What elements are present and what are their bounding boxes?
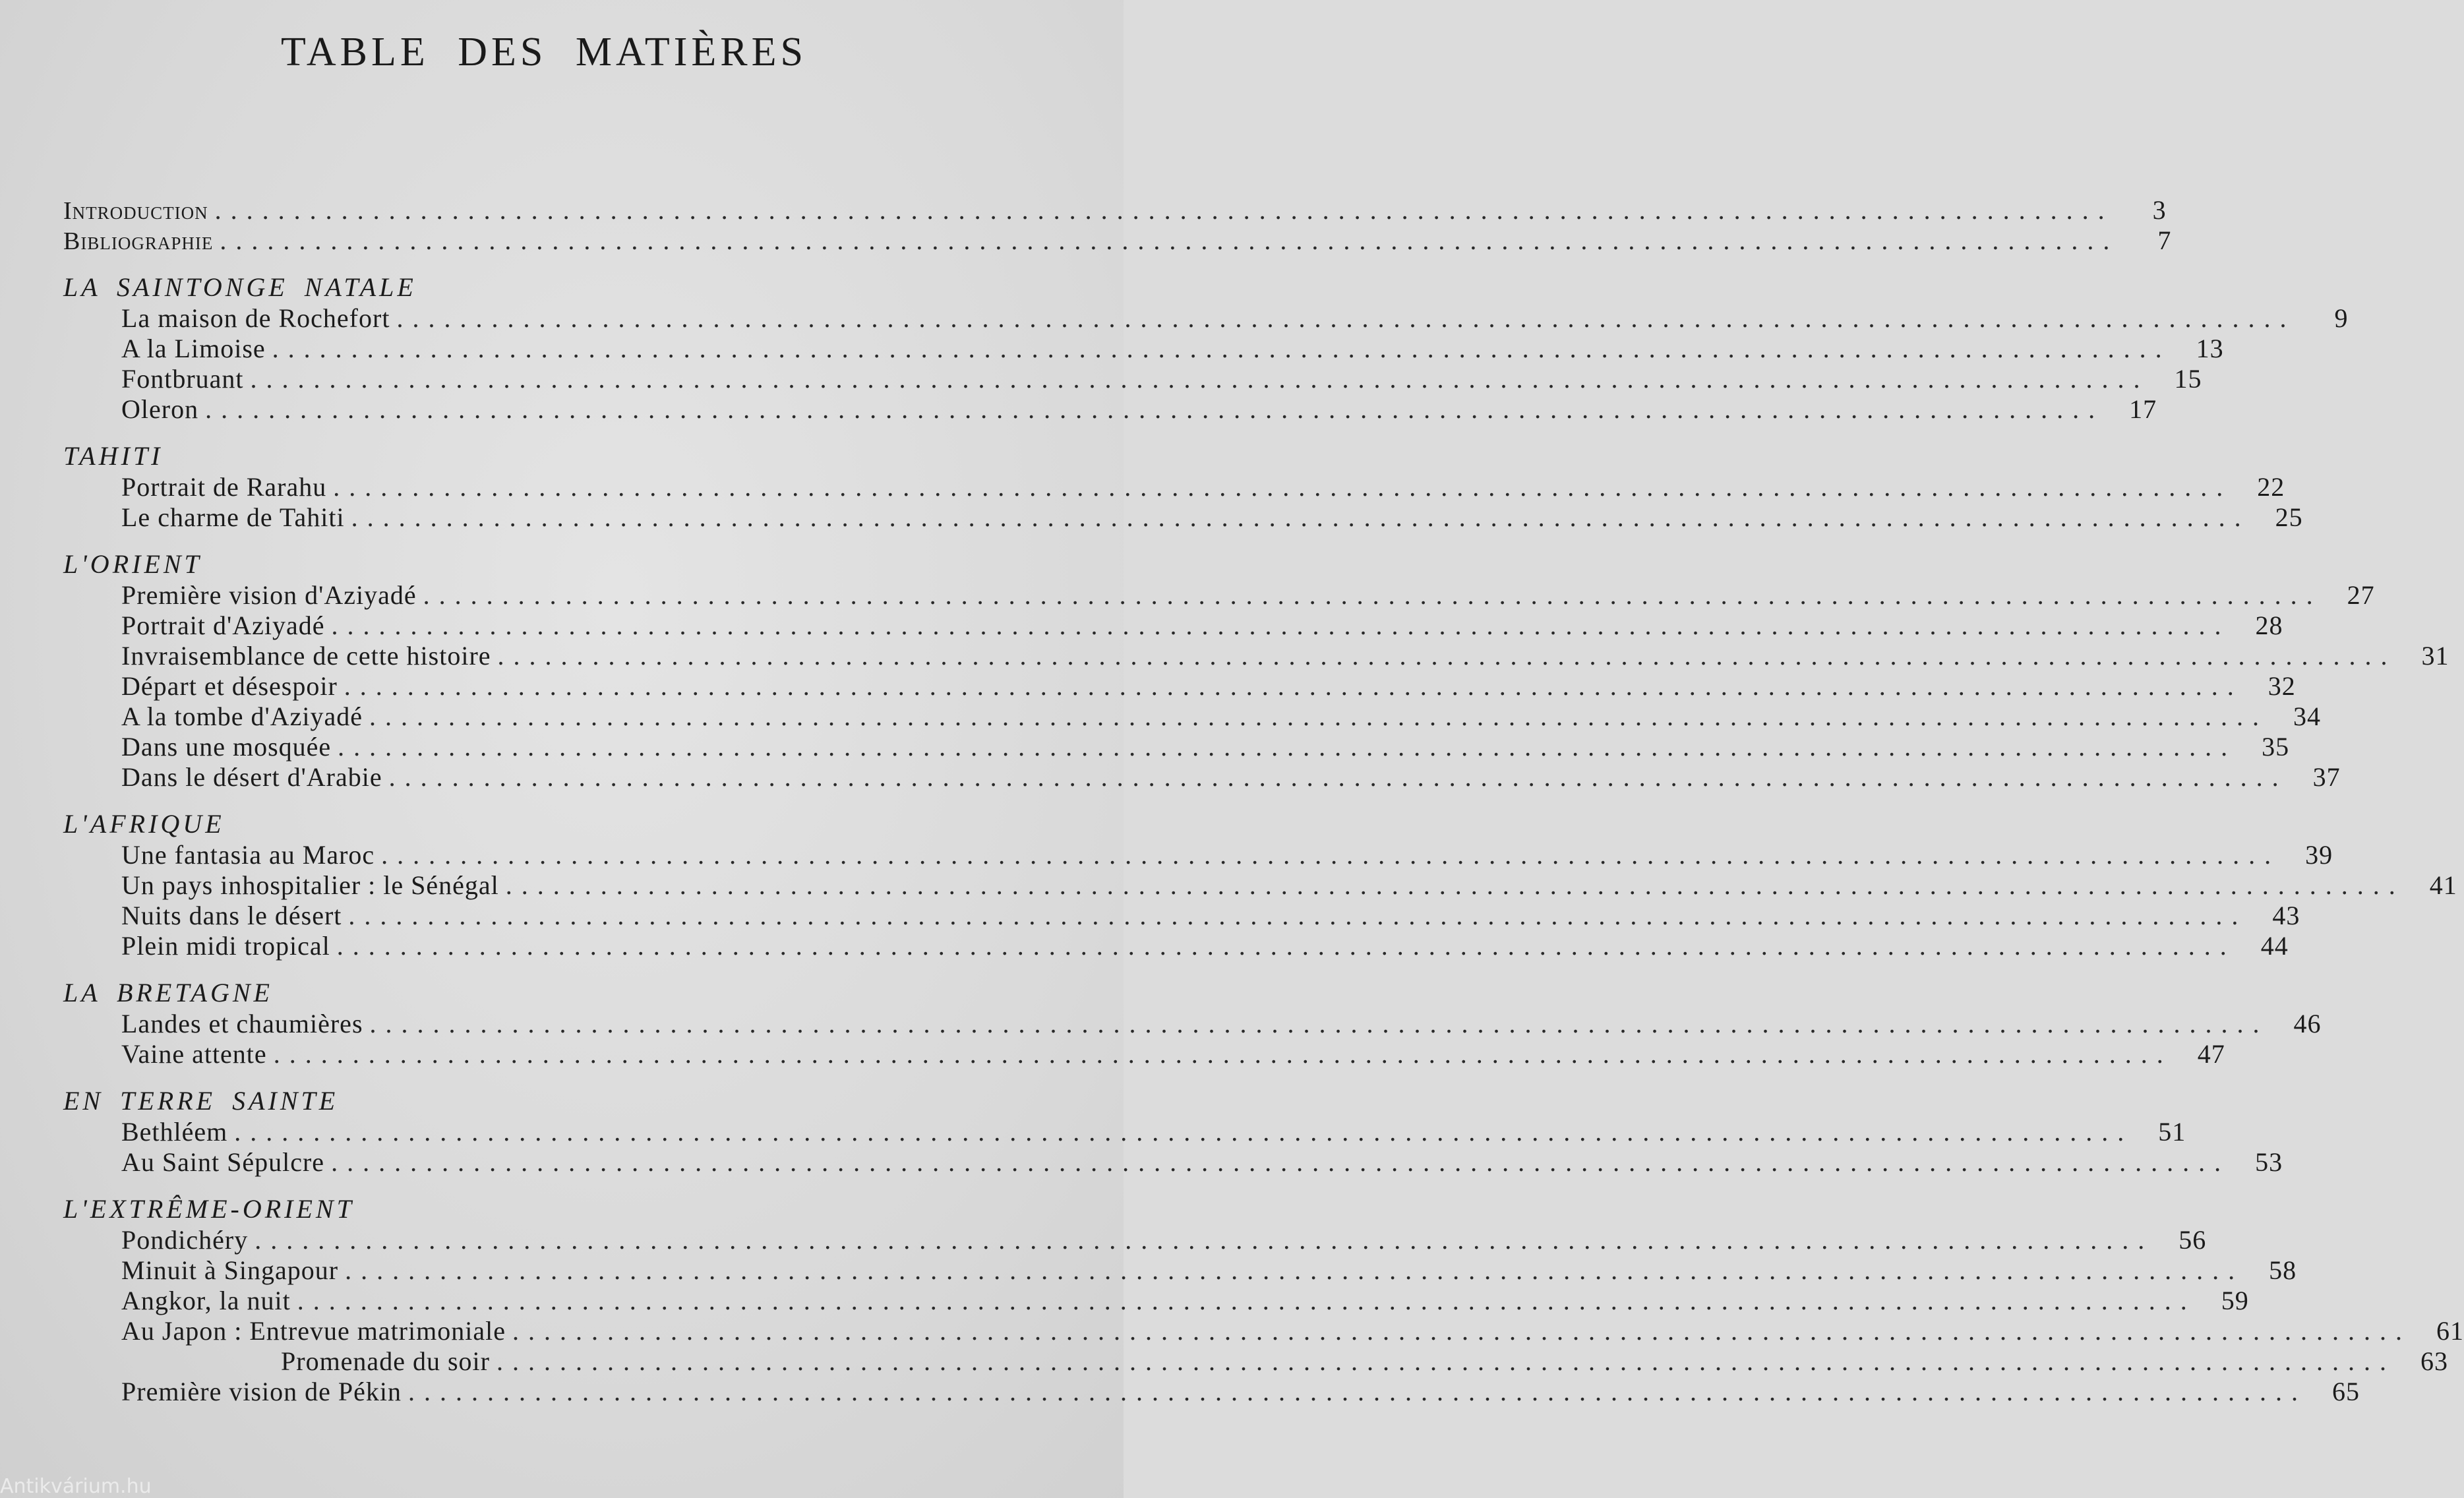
dot-leader: ........................................................................................................................	[344, 671, 2243, 701]
dot-leader: ........................................................................................................................	[396, 303, 2296, 333]
dot-leader: ........................................................................................................................	[331, 611, 2231, 640]
toc-entry	[63, 1255, 2297, 1285]
dot-leader: ........................................................................................................................	[214, 195, 2114, 225]
dot-leader: ........................................................................................................................	[255, 1225, 2154, 1255]
entry-page: 7	[2157, 225, 2172, 255]
entry-label: Première vision de Pékin	[121, 1377, 402, 1406]
entry-page: 43	[2272, 901, 2300, 930]
entry-page: 17	[2129, 394, 2157, 424]
entry-page: 58	[2269, 1255, 2297, 1285]
dot-leader: ........................................................................................................................	[205, 394, 2105, 424]
dot-leader: ........................................................................................................................	[348, 901, 2248, 930]
section-heading: TAHITI	[63, 441, 164, 471]
toc-entry	[63, 1224, 2207, 1255]
entry-label: Introduction	[63, 197, 208, 225]
entry-label: Angkor, la nuit	[121, 1286, 291, 1315]
toc-entry	[63, 502, 2303, 532]
toc-entry	[63, 671, 2296, 701]
toc-section	[63, 978, 2322, 1069]
entry-page: 32	[2268, 671, 2296, 701]
entry-page: 25	[2275, 502, 2303, 532]
dot-leader: ........................................................................................................................	[272, 334, 2171, 363]
entry-page: 13	[2196, 334, 2224, 363]
dot-leader: ........................................................................................................................	[381, 840, 2281, 870]
section-heading: LA SAINTONGE NATALE	[63, 272, 417, 302]
section-heading: L'EXTRÊME-ORIENT	[63, 1194, 355, 1224]
table-of-contents	[63, 195, 2464, 1406]
dot-leader: ........................................................................................................................	[496, 1346, 2395, 1376]
watermark: Antikvárium.hu	[0, 1475, 152, 1498]
dot-leader: ........................................................................................................................	[369, 1009, 2269, 1038]
dot-leader: ........................................................................................................................	[505, 870, 2405, 900]
entry-label: Portrait d'Aziyadé	[121, 611, 325, 640]
entry-label: Portrait de Rarahu	[121, 472, 327, 502]
entry-label: Au Saint Sépulcre	[121, 1147, 325, 1177]
toc-entry	[63, 225, 2172, 255]
dot-leader: ........................................................................................................................	[351, 502, 2250, 532]
entry-label: Pondichéry	[121, 1225, 249, 1255]
dot-leader: ........................................................................................................................	[250, 364, 2149, 394]
entry-label: Au Japon : Entrevue matrimoniale	[121, 1316, 506, 1346]
front-matter	[63, 195, 2172, 255]
entry-label: Bibliographie	[63, 227, 214, 255]
section-heading: LA BRETAGNE	[63, 978, 273, 1007]
entry-page: 65	[2332, 1377, 2360, 1406]
toc-section	[63, 1194, 2464, 1406]
dot-leader: ........................................................................................................................	[497, 641, 2397, 671]
toc-entry	[63, 870, 2457, 900]
toc-entry	[63, 701, 2321, 731]
entry-label: Nuits dans le désert	[121, 901, 342, 930]
dot-leader: ........................................................................................................................	[220, 225, 2119, 255]
dot-leader: ........................................................................................................................	[338, 732, 2237, 762]
dot-leader: ........................................................................................................................	[512, 1316, 2411, 1346]
toc-entry	[63, 1038, 2225, 1069]
toc-entry	[63, 1346, 2448, 1376]
toc-entry	[63, 640, 2449, 671]
entry-label: A la tombe d'Aziyadé	[121, 702, 363, 731]
toc-entry	[63, 900, 2300, 930]
entry-label: Bethléem	[121, 1117, 228, 1147]
dot-leader: ........................................................................................................................	[273, 1039, 2173, 1069]
entry-page: 46	[2293, 1009, 2322, 1038]
entry-label: Une fantasia au Maroc	[121, 840, 375, 870]
toc-section	[63, 1086, 2283, 1177]
toc-entry	[63, 930, 2289, 961]
entry-page: 34	[2293, 702, 2321, 731]
toc-entry	[63, 363, 2202, 394]
entry-label: Fontbruant	[121, 364, 244, 394]
entry-page: 56	[2179, 1225, 2207, 1255]
toc-section	[63, 549, 2449, 792]
entry-page: 3	[2152, 195, 2167, 225]
dot-leader: ........................................................................................................................	[369, 702, 2268, 731]
entry-label: Minuit à Singapour	[121, 1255, 339, 1285]
dot-leader: ........................................................................................................................	[388, 762, 2288, 792]
toc-entry	[63, 610, 2283, 640]
toc-entry	[63, 333, 2224, 363]
toc-entry	[63, 1376, 2360, 1406]
page-title: TABLE DES MATIÈRES	[280, 30, 808, 75]
toc-entry	[63, 1008, 2322, 1038]
toc-entry	[63, 762, 2341, 792]
entry-page: 59	[2221, 1286, 2249, 1315]
entry-page: 9	[2334, 303, 2349, 333]
entry-page: 44	[2260, 931, 2289, 961]
dot-leader: ........................................................................................................................	[333, 472, 2233, 502]
entry-page: 63	[2420, 1346, 2448, 1376]
entry-label: Landes et chaumières	[121, 1009, 363, 1038]
entry-label: Oleron	[121, 394, 199, 424]
entry-label: Promenade du soir	[281, 1346, 490, 1376]
entry-label: Départ et désespoir	[121, 671, 338, 701]
entry-page: 28	[2255, 611, 2283, 640]
entry-page: 37	[2312, 762, 2341, 792]
toc-entry	[63, 731, 2290, 762]
toc-entry	[63, 394, 2157, 424]
dot-leader: ........................................................................................................................	[423, 580, 2322, 610]
entry-page: 27	[2347, 580, 2375, 610]
dot-leader: ........................................................................................................................	[345, 1255, 2244, 1285]
toc-entry	[63, 195, 2167, 225]
entry-label: A la Limoise	[121, 334, 266, 363]
entry-label: Première vision d'Aziyadé	[121, 580, 417, 610]
entry-label: Invraisemblance de cette histoire	[121, 641, 491, 671]
entry-page: 31	[2421, 641, 2449, 671]
entry-label: Vaine attente	[121, 1039, 267, 1069]
entry-label: Le charme de Tahiti	[121, 502, 345, 532]
entry-page: 61	[2436, 1316, 2464, 1346]
toc-section	[63, 809, 2457, 961]
dot-leader: ........................................................................................................................	[297, 1286, 2196, 1315]
entry-label: Un pays inhospitalier : le Sénégal	[121, 870, 499, 900]
entry-page: 47	[2197, 1039, 2225, 1069]
entry-label: Dans le désert d'Arabie	[121, 762, 382, 792]
entry-page: 51	[2158, 1117, 2186, 1147]
toc-entry	[63, 1116, 2186, 1147]
entry-page: 15	[2174, 364, 2202, 394]
entry-page: 39	[2305, 840, 2333, 870]
section-heading: EN TERRE SAINTE	[63, 1086, 339, 1116]
dot-leader: ........................................................................................................................	[408, 1377, 2308, 1406]
toc-entry	[63, 1315, 2464, 1346]
dot-leader: ........................................................................................................................	[331, 1147, 2231, 1177]
toc-entry	[63, 303, 2349, 333]
dot-leader: ........................................................................................................................	[234, 1117, 2134, 1147]
entry-page: 35	[2262, 732, 2290, 762]
section-heading: L'AFRIQUE	[63, 809, 225, 839]
toc-entry	[63, 580, 2375, 610]
entry-page: 22	[2257, 472, 2285, 502]
toc-entry	[63, 839, 2333, 870]
entry-label: Plein midi tropical	[121, 931, 330, 961]
entry-label: La maison de Rochefort	[121, 303, 390, 333]
toc-entry	[63, 1285, 2249, 1315]
entry-label: Dans une mosquée	[121, 732, 332, 762]
entry-page: 53	[2255, 1147, 2283, 1177]
toc-entry	[63, 471, 2285, 502]
entry-page: 41	[2429, 870, 2457, 900]
toc-section	[63, 272, 2349, 424]
toc-entry	[63, 1147, 2283, 1177]
dot-leader: ........................................................................................................................	[336, 931, 2236, 961]
section-heading: L'ORIENT	[63, 549, 202, 579]
toc-section	[63, 441, 2303, 532]
